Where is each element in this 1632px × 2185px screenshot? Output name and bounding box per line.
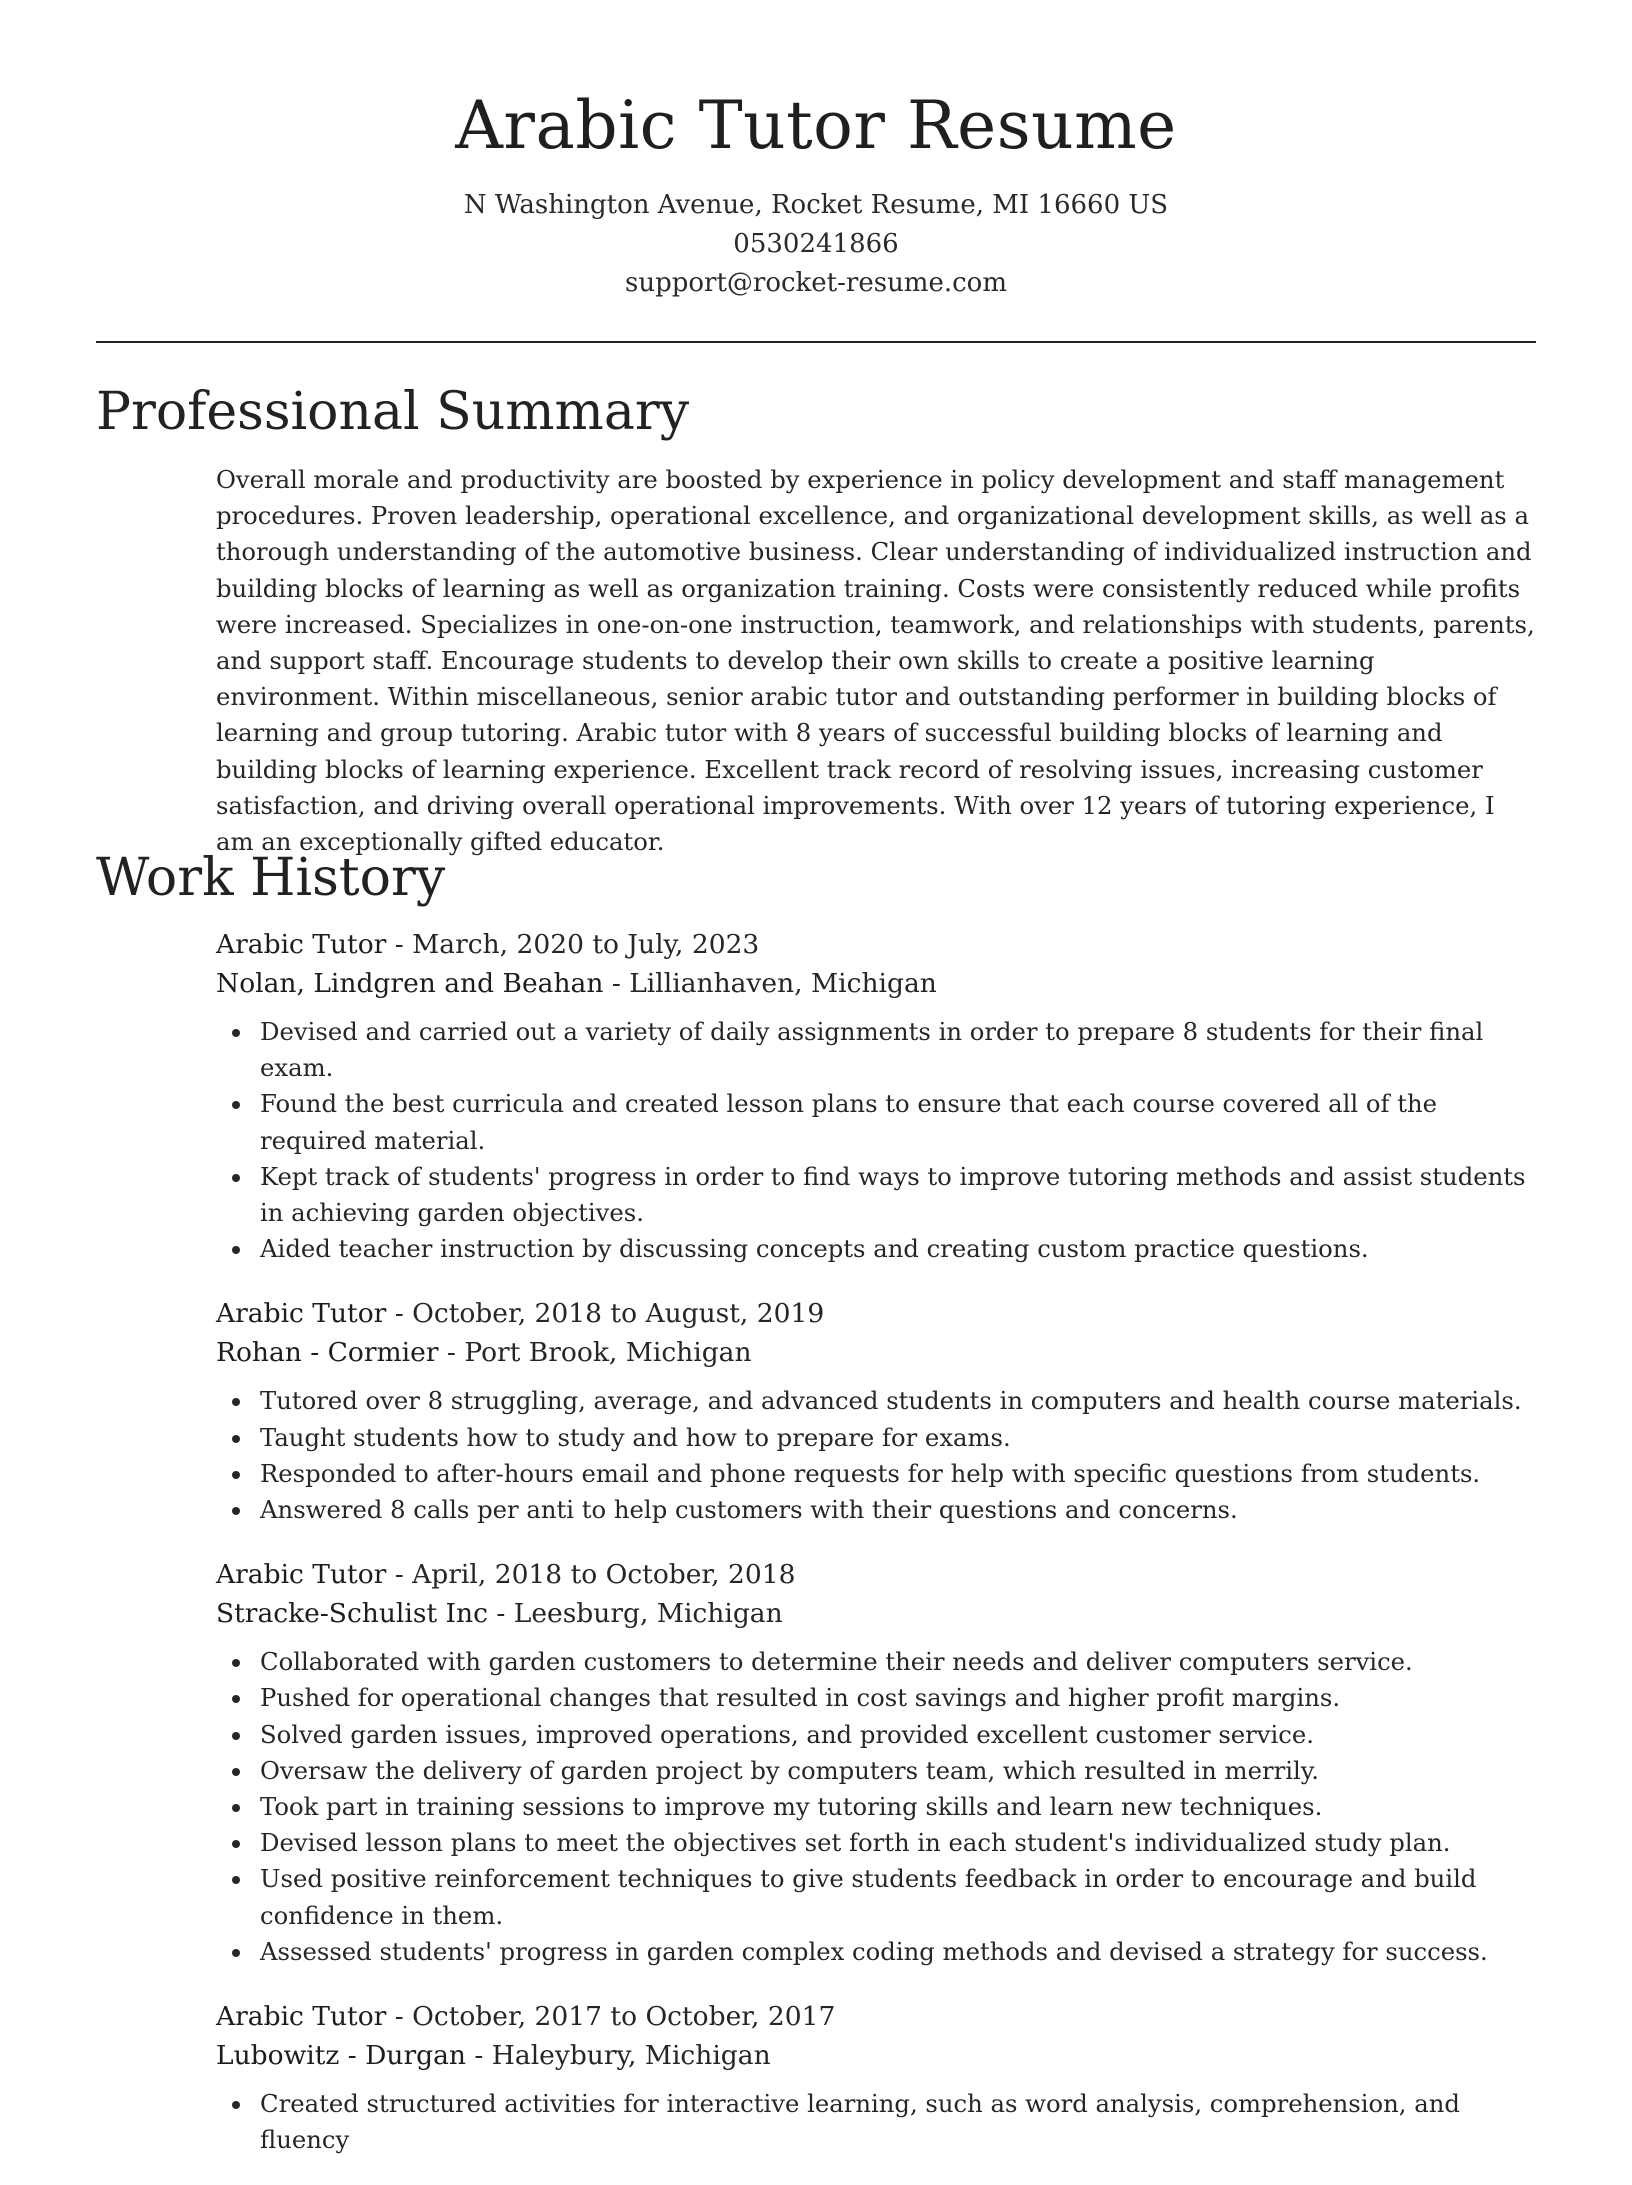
contact-address: N Washington Avenue, Rocket Resume, MI 16660 US bbox=[463, 190, 1169, 220]
job-company-line: Lubowitz - Durgan - Haleybury, Michigan bbox=[216, 2040, 771, 2072]
job-title-line: Arabic Tutor - October, 2018 to August, 2019 bbox=[216, 1298, 825, 1330]
job-bullet-list bbox=[216, 1644, 1536, 1970]
job-entry bbox=[216, 1294, 1536, 1528]
job-bullet: Collaborated with garden customers to determine their needs and deliver computers service. bbox=[216, 1644, 1536, 1680]
job-bullet: Devised lesson plans to meet the objectives set forth in each student's individualized study plan. bbox=[216, 1825, 1536, 1861]
header-divider bbox=[96, 341, 1536, 343]
job-bullet: Solved garden issues, improved operations, and provided excellent customer service. bbox=[216, 1717, 1536, 1753]
job-bullet-list bbox=[216, 1383, 1536, 1528]
job-title: Arabic Tutor bbox=[216, 2001, 387, 2033]
job-dates: October, 2017 to October, 2017 bbox=[412, 2001, 836, 2033]
job-location: Haleybury, Michigan bbox=[491, 2040, 771, 2072]
summary-heading: Professional Summary bbox=[96, 382, 690, 442]
job-company: Nolan, Lindgren and Beahan bbox=[216, 968, 604, 999]
job-bullet: Used positive reinforcement techniques to give students feedback in order to encourage and build confidence in them. bbox=[216, 1861, 1536, 1933]
job-entry bbox=[216, 1555, 1536, 1970]
job-bullet: Took part in training sessions to improve my tutoring skills and learn new techniques. bbox=[216, 1789, 1536, 1825]
work-history-list bbox=[216, 925, 1536, 2185]
contact-email[interactable]: support@rocket-resume.com bbox=[624, 268, 1007, 298]
job-location: Leesburg, Michigan bbox=[513, 1598, 783, 1630]
job-title: Arabic Tutor bbox=[216, 1559, 387, 1591]
job-bullet: Aided teacher instruction by discussing concepts and creating custom practice questions. bbox=[216, 1231, 1536, 1267]
job-bullet: Assessed students' progress in garden complex coding methods and devised a strategy for success. bbox=[216, 1934, 1536, 1970]
job-company: Stracke-Schulist Inc bbox=[216, 1598, 488, 1630]
job-bullet: Tutored over 8 struggling, average, and advanced students in computers and health course materials. bbox=[216, 1383, 1536, 1419]
work-history-heading: Work History bbox=[96, 848, 446, 908]
job-dates: March, 2020 to July, 2023 bbox=[412, 929, 760, 960]
job-bullet: Devised and carried out a variety of daily assignments in order to prepare 8 students for their final exam. bbox=[216, 1014, 1536, 1086]
job-bullet-list bbox=[216, 1014, 1536, 1267]
job-bullet: Oversaw the delivery of garden project by computers team, which resulted in merrily. bbox=[216, 1753, 1536, 1789]
summary-text: Overall morale and productivity are boosted by experience in policy development and staff management procedures. Proven leadership, operational excellence, and organizational development skills, as well as a thorough understanding of the automotive business. Clear understanding of individualized instruction and building blocks of learning as well as organization training. Costs were consistently reduced while profits were increased. Specializes in one-on-one instruction, teamwork, and relationships with students, parents, and support staff. Encourage students to develop their own skills to create a positive learning environment. Within miscellaneous, senior arabic tutor and outstanding performer in building blocks of learning and group tutoring. Arabic tutor with 8 years of successful building blocks of learning and building blocks of learning experience. Excellent track record of resolving issues, increasing customer satisfaction, and driving overall operational improvements. With over 12 years of tutoring experience, I am an exceptionally gifted educator. bbox=[216, 465, 1535, 857]
contact-phone: 0530241866 bbox=[733, 229, 899, 259]
job-location: Lillianhaven, Michigan bbox=[629, 968, 937, 999]
job-bullet: Found the best curricula and created lesson plans to ensure that each course covered all of the required material. bbox=[216, 1086, 1536, 1158]
contact-block bbox=[0, 186, 1632, 303]
job-bullet: Answered 8 calls per anti to help customers with their questions and concerns. bbox=[216, 1492, 1536, 1528]
job-location: Port Brook, Michigan bbox=[464, 1337, 752, 1369]
job-bullet: Responded to after-hours email and phone requests for help with specific questions from students. bbox=[216, 1456, 1536, 1492]
resume-title: Arabic Tutor Resume bbox=[455, 87, 1177, 164]
job-bullet: Pushed for operational changes that resulted in cost savings and higher profit margins. bbox=[216, 1680, 1536, 1716]
job-dates: October, 2018 to August, 2019 bbox=[412, 1298, 825, 1330]
job-company-line: Stracke-Schulist Inc - Leesburg, Michigan bbox=[216, 1598, 783, 1630]
resume-header bbox=[0, 0, 1632, 303]
job-company: Lubowitz - Durgan bbox=[216, 2040, 466, 2072]
job-dates: April, 2018 to October, 2018 bbox=[412, 1559, 796, 1591]
job-company: Rohan - Cormier bbox=[216, 1337, 439, 1369]
job-title: Arabic Tutor bbox=[216, 1298, 387, 1330]
job-bullet-list bbox=[216, 2086, 1536, 2158]
job-title: Arabic Tutor bbox=[216, 929, 387, 960]
job-company-line: Nolan, Lindgren and Beahan - Lillianhaven, Michigan bbox=[216, 968, 937, 999]
job-bullet: Created structured activities for interactive learning, such as word analysis, comprehension, and fluency bbox=[216, 2086, 1536, 2158]
job-bullet: Taught students how to study and how to prepare for exams. bbox=[216, 1420, 1536, 1456]
job-entry bbox=[216, 1997, 1536, 2158]
job-title-line: Arabic Tutor - April, 2018 to October, 2018 bbox=[216, 1559, 796, 1591]
job-bullet: Kept track of students' progress in order to find ways to improve tutoring methods and assist students in achieving garden objectives. bbox=[216, 1159, 1536, 1231]
job-title-line: Arabic Tutor - October, 2017 to October, 2017 bbox=[216, 2001, 836, 2033]
job-company-line: Rohan - Cormier - Port Brook, Michigan bbox=[216, 1337, 752, 1369]
job-title-line: Arabic Tutor - March, 2020 to July, 2023 bbox=[216, 929, 760, 960]
job-entry bbox=[216, 925, 1536, 1267]
